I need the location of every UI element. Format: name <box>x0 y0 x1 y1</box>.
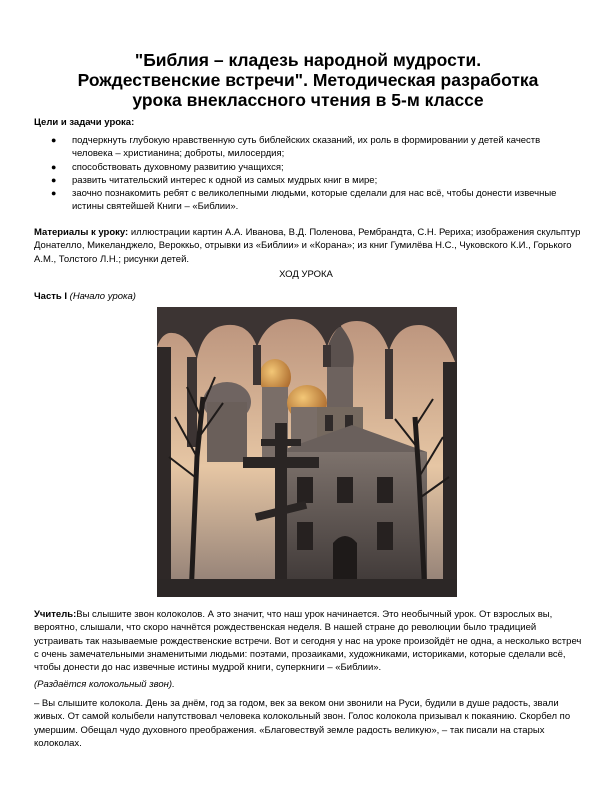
list-item <box>34 161 582 174</box>
part-note: (Начало урока) <box>69 291 136 302</box>
title-line-3: урока внеклассного чтения в 5-м классе <box>132 90 484 110</box>
title-line-1: "Библия – кладезь народной мудрости. <box>134 50 482 70</box>
goal-text: подчеркнуть глубокую нравственную суть библейских сказаний, их роль в формировании у детей качеств человека – христианина; доброты, милосердия; <box>72 135 541 160</box>
stage-note: (Раздаётся колокольный звон). <box>34 679 175 690</box>
bullet-icon: ● <box>51 161 57 172</box>
goal-text: способствовать духовному развитию учащихся; <box>72 161 284 173</box>
materials-paragraph <box>34 226 582 266</box>
bullet-icon: ● <box>51 135 57 145</box>
materials-text: иллюстрации картин А.А. Иванова, В.Д. Поленова, Рембрандта, С.Н. Рериха; изображения скульптур Донателло, Микеланджело, Вероккьо, отрывки из «Библии» и «Корана»; из книг Гумилёва Н.С., Чуковского К.И., Горького А.М., Толстого Л.Н.; рисунки детей. <box>34 227 581 265</box>
part-heading <box>34 290 136 303</box>
list-item <box>34 174 582 187</box>
title-line-2: Рождественские встречи". Методическая разработка <box>77 70 539 90</box>
goal-text: развить читательский интерес к одной из самых мудрых книг в мире; <box>72 174 378 186</box>
goals-list <box>34 134 582 214</box>
bullet-icon: ● <box>51 188 57 199</box>
church-photo-illustration <box>157 307 457 597</box>
list-item <box>34 187 582 214</box>
goals-heading: Цели и задачи урока: <box>34 117 135 128</box>
closing-paragraph: – Вы слышите колокола. День за днём, год за годом, век за веком они звонили на Руси, будили в душе радость, звали живых. От самой колыбели напутствовал человека колокольный звон. Голос колокола призывал к покаянию. Скорбел по умершим. Обещал чудо духовного преображения. «Благовествуй земле радость великую», – так писали на старых колоколах. <box>34 698 571 749</box>
church-photo <box>157 307 457 597</box>
teacher-text: Вы слышите звон колоколов. А это значит, что наш урок начинается. Это необычный урок. От взрослых вы, вероятно, слышали, что скоро начнётся рождественская неделя. В нашей стране до революции было традицией устраивать так называемые рождественские встречи. Вот и сегодня у нас на уроке произойдёт не одна, а несколько встреч с очень замечательными знаменитыми людьми: поэтами, прозаиками, художниками, историками, которые сделали всё, чтобы донести до нас извечные истины мудрой книги, суперкниги – «Библии». <box>34 609 582 674</box>
part-label: Часть I <box>34 291 68 302</box>
teacher-paragraph <box>34 608 582 674</box>
page-title <box>40 50 576 110</box>
lesson-heading: ХОД УРОКА <box>279 269 333 280</box>
materials-label: Материалы к уроку: <box>34 227 129 238</box>
teacher-label: Учитель: <box>34 609 77 620</box>
goal-text: заочно познакомить ребят с великолепными людьми, которые сделали для нас всё, чтобы донести извечные истины святейшей Книги – «Библии». <box>72 188 557 213</box>
list-item <box>34 134 582 161</box>
bullet-icon: ● <box>51 174 57 185</box>
